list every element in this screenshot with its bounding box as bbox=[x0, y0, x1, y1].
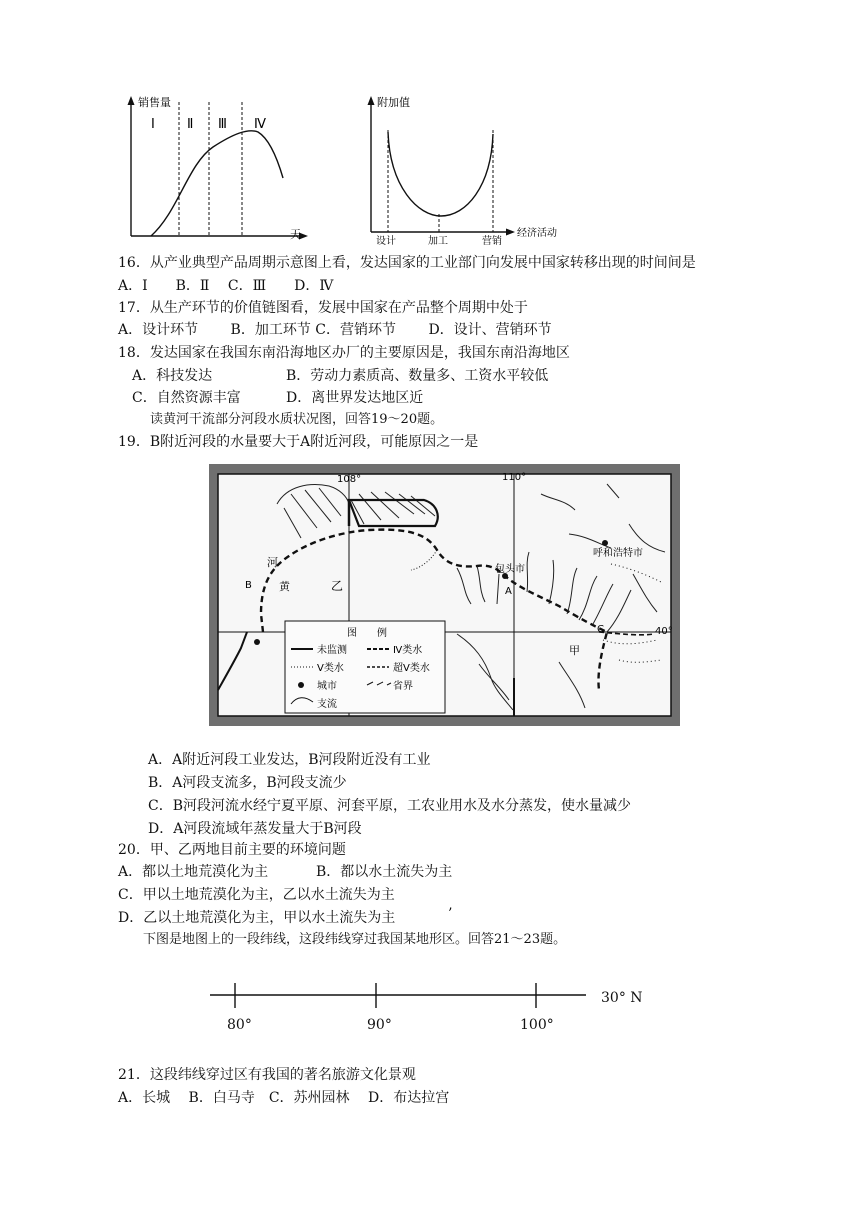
q17-options: A．设计环节 B．加工环节 C．营销环节 D．设计、营销环节 bbox=[118, 322, 552, 338]
legend-province: 省界 bbox=[393, 681, 413, 692]
legend-city: 城市 bbox=[317, 681, 337, 692]
legend-tributary: 支流 bbox=[317, 699, 337, 710]
q20-option-d: D．乙以土地荒漠化为主，甲以水土流失为主 bbox=[118, 910, 396, 926]
q19-option-a: A．A附近河段工业发达，B河段附近没有工业 bbox=[148, 752, 431, 768]
legend-title: 图 例 bbox=[347, 628, 387, 639]
q20-option-c: C．甲以土地荒漠化为主，乙以水土流失为主 bbox=[118, 887, 395, 903]
label-he: 河 bbox=[267, 556, 278, 569]
value-chain-xlabel: 经济活动 bbox=[517, 228, 557, 239]
tick-design: 设计 bbox=[376, 236, 396, 246]
legend-unmonitored: 未监测 bbox=[317, 645, 347, 656]
city-baotou-label: 包头市 bbox=[495, 564, 525, 575]
q18-option-d: D．离世界发达地区近 bbox=[286, 390, 424, 406]
q18-option-a: A．科技发达 bbox=[132, 368, 213, 384]
longitude-90: 90° bbox=[367, 1017, 392, 1033]
q20-stem: 20．甲、乙两地目前主要的环境问题 bbox=[118, 842, 346, 858]
q21-stem: 21．这段纬线穿过区有我国的著名旅游文化景观 bbox=[118, 1067, 416, 1083]
lifecycle-ylabel: 销售量 bbox=[138, 96, 171, 109]
label-c: C bbox=[597, 624, 604, 635]
stage-2-label: Ⅱ bbox=[187, 117, 194, 132]
stage-3-label: Ⅲ bbox=[218, 117, 227, 132]
latitude-figure bbox=[200, 978, 660, 1038]
tick-marketing: 营销 bbox=[482, 236, 502, 246]
q19-option-b: B．A河段支流多，B河段支流少 bbox=[148, 775, 347, 791]
smile-curve bbox=[388, 132, 493, 216]
label-b: B bbox=[245, 580, 252, 591]
q20-option-a: A．都以土地荒漠化为主 bbox=[118, 864, 269, 880]
value-chain-ylabel: 附加值 bbox=[377, 96, 410, 109]
label-yi: 乙 bbox=[331, 579, 344, 593]
map-legend bbox=[285, 621, 445, 713]
q20-option-b: B．都以水土流失为主 bbox=[316, 864, 453, 880]
city-huhehaote-label: 呼和浩特市 bbox=[593, 548, 643, 559]
label-jia: 甲 bbox=[569, 644, 580, 657]
value-chain-chart bbox=[358, 92, 574, 246]
lon-110-label: 110° bbox=[502, 472, 527, 483]
latitude-label: 30° N bbox=[601, 990, 643, 1006]
intro-19-20: 读黄河干流部分河段水质状况图，回答19～20题。 bbox=[150, 412, 444, 427]
stage-4-label: Ⅳ bbox=[254, 117, 266, 132]
q18-option-b: B．劳动力素质高、数量多、工资水平较低 bbox=[286, 368, 549, 384]
longitude-80: 80° bbox=[227, 1017, 252, 1033]
yellow-river-map bbox=[209, 464, 680, 726]
q19-option-d: D．A河段流域年蒸发量大于B河段 bbox=[148, 821, 362, 837]
sales-curve bbox=[151, 131, 283, 236]
q16-options: A．Ⅰ B．Ⅱ C．Ⅲ D．Ⅳ bbox=[118, 278, 334, 294]
legend-class5: Ⅴ类水 bbox=[317, 663, 344, 674]
q18-option-c: C．自然资源丰富 bbox=[132, 390, 241, 406]
city-southwest-marker bbox=[254, 639, 260, 645]
lat-40-label: 40° bbox=[655, 626, 673, 637]
label-huang: 黄 bbox=[279, 580, 290, 593]
q16-stem: 16．从产业典型产品周期示意图上看，发达国家的工业部门向发展中国家转移出现的时间间是 bbox=[118, 255, 696, 271]
lifecycle-xlabel: 天 bbox=[290, 228, 301, 241]
q19-stem: 19．B附近河段的水量要大于A附近河段，可能原因之一是 bbox=[118, 434, 479, 450]
product-lifecycle-chart bbox=[118, 92, 318, 242]
label-a: A bbox=[505, 586, 512, 597]
tick-processing: 加工 bbox=[428, 236, 448, 246]
city-huhehaote-marker bbox=[602, 540, 608, 546]
lon-108-label: 108° bbox=[337, 474, 362, 485]
q20-stray-mark: ’ bbox=[448, 906, 453, 922]
q19-option-c: C．B河段河流水经宁夏平原、河套平原，工农业用水及水分蒸发，使水量减少 bbox=[148, 798, 631, 814]
intro-21-23: 下图是地图上的一段纬线，这段纬线穿过我国某地形区。回答21～23题。 bbox=[143, 932, 567, 947]
stage-1-label: Ⅰ bbox=[151, 117, 155, 132]
q18-stem: 18．发达国家在我国东南沿海地区办厂的主要原因是，我国东南沿海地区 bbox=[118, 345, 570, 361]
q21-options: A．长城 B．白马寺 C．苏州园林 D．布达拉宫 bbox=[118, 1090, 450, 1106]
legend-class4: Ⅳ类水 bbox=[393, 645, 423, 656]
legend-over5: 超Ⅴ类水 bbox=[393, 663, 430, 674]
q17-stem: 17．从生产环节的价值链图看，发展中国家在产品整个周期中处于 bbox=[118, 300, 528, 316]
longitude-100: 100° bbox=[520, 1017, 554, 1033]
